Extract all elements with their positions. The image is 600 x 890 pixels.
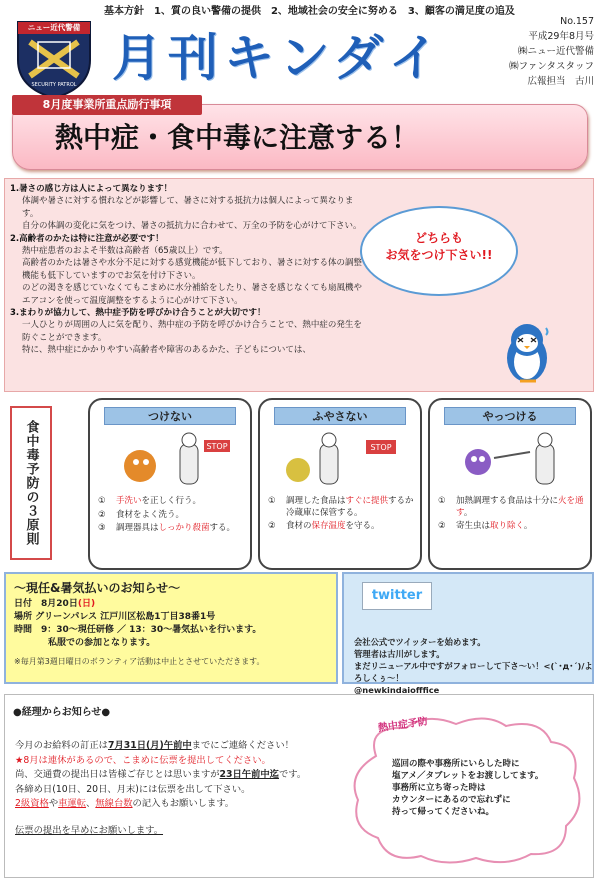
note-line: 一人ひとりが周囲の人に気を配り、熱中症の予防を呼びかけ合うことで、熱中症の発生を防ぐことができます。	[22, 320, 362, 343]
card-title: つけない	[104, 407, 236, 425]
twitter-notice: twitter 会社公式でツイッターを始めます。 管理者は古川がします。 まだリニューアル中ですがフォローして下さ～い！<(`･д･´)/よろしくぅ～！ @newkindaiofffice	[342, 572, 594, 684]
svg-text:STOP: STOP	[206, 442, 228, 451]
note-head-3: 3.まわりが協力して、熱中症予防を呼びかけ合うことが大切です！	[10, 308, 266, 319]
company-1: ㈱ニュー近代警備	[517, 46, 594, 57]
bubble-line: お気をつけ下さい!!	[385, 248, 493, 262]
newsletter-title: 月刊キンダイ	[112, 29, 445, 87]
logo-sub: SECURITY PATROL	[31, 82, 77, 88]
note-line: 特に、熱中症にかかりやすい高齢者や障害のあるかた、子どもについては、	[22, 345, 311, 356]
note-line: のどの渇きを感じていなくてもこまめに水分補給をしたり、暑さを感じなくても扇風機やエアコンを使って温度調整をするように心がけて下さい。	[22, 283, 363, 306]
card-title: やっつける	[444, 407, 576, 425]
twitter-logo-icon: twitter	[362, 582, 432, 610]
kill-germs-illustration-icon	[440, 430, 580, 492]
food-poisoning-label: 食中毒予防の３原則	[10, 406, 52, 560]
headline-text: 熱中症・食中毒に注意する！	[55, 121, 420, 154]
accounting-closing: 伝票の提出を早めにお願いします。	[15, 824, 164, 836]
cloud-text: 巡回の際や事務所にいらした時に 塩アメ／タブレットをお渡ししてます。 事務所に立ち寄った時は カウンターにあるので忘れずに 持って帰ってくださいね。	[392, 759, 544, 817]
cloud-title: 熱中症予防	[377, 716, 429, 735]
event-announcement: ～現任&暑気払いのお知らせ～ 日付 8月20日(日) 場所 グリーンパレス 江戸川区松島1丁目38番1号 時間 9：30～現任研修 ／ 13：30～暑気払いを行います。 私服での参加となります。 ※毎月第3週日曜日のボランティア活動は中止とさせていただきます。	[4, 572, 338, 684]
twitter-handle[interactable]: @newkindaiofffice	[354, 685, 440, 695]
germ-illustration-icon	[100, 430, 240, 492]
svg-text:STOP: STOP	[370, 443, 392, 452]
speech-bubble	[360, 206, 518, 296]
penguin-mascot-icon	[498, 318, 556, 384]
company-2: ㈱ファンタスタッフ	[509, 61, 594, 72]
card-dont-attach: つけない STOP ① 手洗いを正しく行う。 ② 食材をよく洗う。 ③ 調理器具はしっかり殺菌する。	[88, 398, 252, 570]
heatstroke-text	[10, 183, 365, 357]
note-head-2: 2.高齢者のかたは特に注意が必要です！	[10, 233, 164, 244]
accounting-notice: ●経理からお知らせ● 今月のお給料の訂正は7月31日(月)午前中までにご連絡ください！ ★8月は連休があるので、こまめに伝票を提出してください。 尚、交通費の提出日は皆様ご存じとは思いますが23日午前中迄です。 各締め日(10日、20日、月末)には伝票を出して下さい。 2級資格や車運転、無線台数の記入もお願いします。 伝票の提出を早めにお願いします。	[4, 694, 594, 878]
announcement-footnote: ※毎月第3週日曜日のボランティア活動は中止とさせていただきます。	[14, 657, 265, 666]
logo-text: ニュー近代警備	[27, 23, 81, 32]
card-dont-increase: ふやさない STOP ① 調理した食品はすぐに提供するか冷蔵庫に保管する。 ② 食材の保存温度を守る。	[258, 398, 422, 570]
announcement-title: ～現任&暑気払いのお知らせ～	[14, 581, 181, 595]
topic-label: 8月度事業所重点励行事項	[12, 95, 202, 115]
pr-contact: 広報担当 古川	[527, 76, 594, 87]
accounting-heading: ●経理からお知らせ●	[13, 707, 111, 718]
stop-germs-illustration-icon	[270, 430, 410, 492]
issue-number: No.157	[560, 16, 594, 27]
note-line: 熱中症患者のおよそ半数は高齢者（65歳以上）です。	[22, 246, 228, 257]
note-line: 高齢者のかたは暑さや水分不足に対する感覚機能が低下しており、暑さに対する体の調整機能も低下していますのでお気を付け下さい。	[22, 258, 363, 281]
bubble-line: どちらも	[414, 231, 463, 245]
issue-date: 平成29年8月号	[528, 31, 594, 42]
card-destroy: やっつける ① 加熱調理する食品は十分に火を通す。 ② 寄生虫は取り除く。	[428, 398, 592, 570]
issue-meta	[488, 14, 594, 89]
policy-line: 基本方針 1、質の良い警備の提供 2、地域社会の安全に努める 3、顧客の満足度の追及	[104, 6, 515, 17]
note-head-1: 1.暑さの感じ方は人によって異なります！	[10, 184, 173, 194]
note-line: 体調や暑さに対する慣れなどが影響して、暑さに対する抵抗力は個人によって異なります。	[22, 196, 354, 219]
note-line: 自分の体調の変化に気をつけ、暑さの抵抗力に合わせて、万全の予防を心がけて下さい。	[22, 221, 362, 232]
card-title: ふやさない	[274, 407, 406, 425]
